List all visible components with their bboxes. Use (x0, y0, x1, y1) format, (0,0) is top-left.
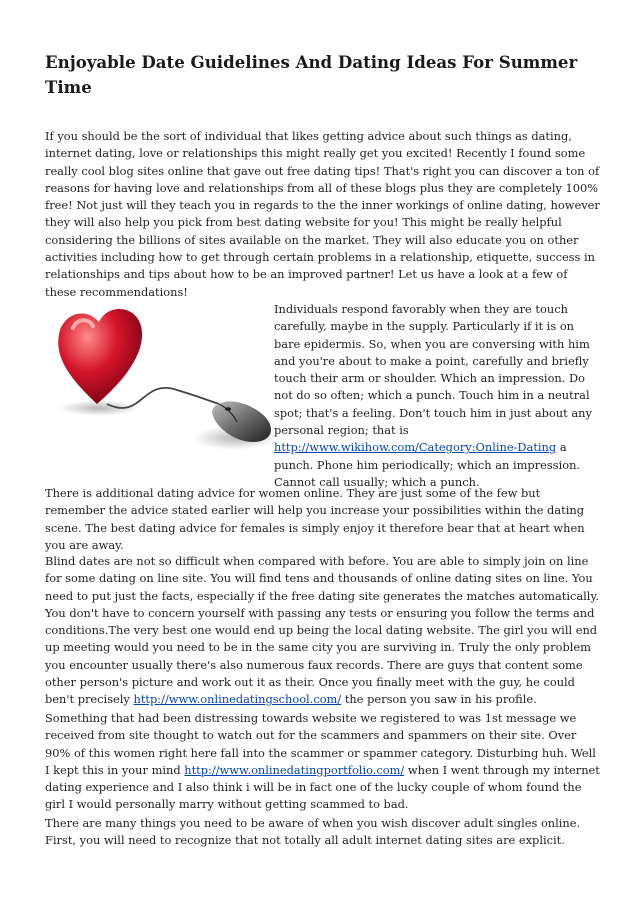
heart-icon (58, 309, 142, 416)
scammers-paragraph (45, 710, 600, 814)
scammers-text: Something that had been distressing towards website we registered to was 1st message we received from site thought to watch out for the scammers and spammers on their site. Over 90% of this women right here fall into the scammer or spammer category. Disturbing huh. Well I kept this in your mind (45, 711, 596, 777)
scammers-text-end: when I went through my internet dating experience and I also think i will be in fact one of the lucky couple of whom found the girl I would personally marry without getting scammed to bad. (45, 762, 600, 812)
page-title: Enjoyable Date Guidelines And Dating Ideas For Summer Time (45, 52, 578, 97)
blind-dates-text-end: the person you saw in his profile. (341, 692, 537, 707)
touch-advice-text: Individuals respond favorably when they are touch carefully, maybe in the supply. Particularly if it is on bare epidermis. So, when you are conversing with him and you're about to make a point, carefully and briefly touch their arm or shoulder. Which an impression. Do not do so often; which a punch. Touch him in a neutral spot; that's a feeling. Don't touch him in just about any personal region; that is (274, 302, 592, 438)
heart-mouse-image (47, 296, 275, 476)
onlinedatingportfolio-link[interactable]: http://www.onlinedatingportfolio.com/ (184, 762, 405, 777)
adult-singles-paragraph: There are many things you need to be aware of when you wish discover adult singles online. First, you will need to recognize that not totally all adult internet dating sites are explicit. (45, 816, 581, 848)
computer-mouse-icon (193, 401, 275, 450)
wikihow-link[interactable]: http://www.wikihow.com/Category:Online-Dating (274, 440, 557, 455)
touch-advice-text-end: a punch. Phone him periodically; which an impression. Cannot call usually; which a punch. (274, 440, 581, 489)
touch-advice-paragraph (274, 301, 596, 491)
blind-dates-paragraph (45, 553, 600, 709)
women-advice-paragraph: There is additional dating advice for women online. They are just some of the few but remember the advice stated earlier will help you increase your possibilities within the dating scene. The best dating advice for females is simply enjoy it therefore bear that at heart when you are away. (45, 486, 585, 552)
blind-dates-text: Blind dates are not so difficult when compared with before. You are able to simply join on line for some dating on line site. You will find tens and thousands of online dating sites on line. You need to put just the facts, especially if the free dating site generates the matches automatically. You don't have to concern yourself with passing any tests or ensuring you follow the terms and conditions.The very best one would end up being the local dating website. The girl you will end up meeting would you need to be in the same city you are surviving in. Truly the only problem you encounter usually there's also numerous faux records. There are guys that content some other person's picture and work out it as their. Once you finally meet with the guy, he could ben't precisely (45, 554, 599, 707)
intro-paragraph: If you should be the sort of individual that likes getting advice about such things as dating, internet dating, love or relationships this might really get you excited! Recently I found some really cool blog sites online that gave out free dating tips! That's right you can discover a ton of reasons for having love and relationships from all of these blogs plus they are completely 100% free! Not just will they teach you in regards to the the inner workings of online dating, however they will also help you pick from best dating website for you! This might be really helpful considering the billions of sites available on the market. They will also educate you on other activities including how to get through certain problems in a relationship, etiquette, success in relationships and tips about how to be an improved partner! Let us have a look at a few of these recommendations! (45, 129, 600, 299)
onlinedatingschool-link[interactable]: http://www.onlinedatingschool.com/ (133, 692, 342, 707)
